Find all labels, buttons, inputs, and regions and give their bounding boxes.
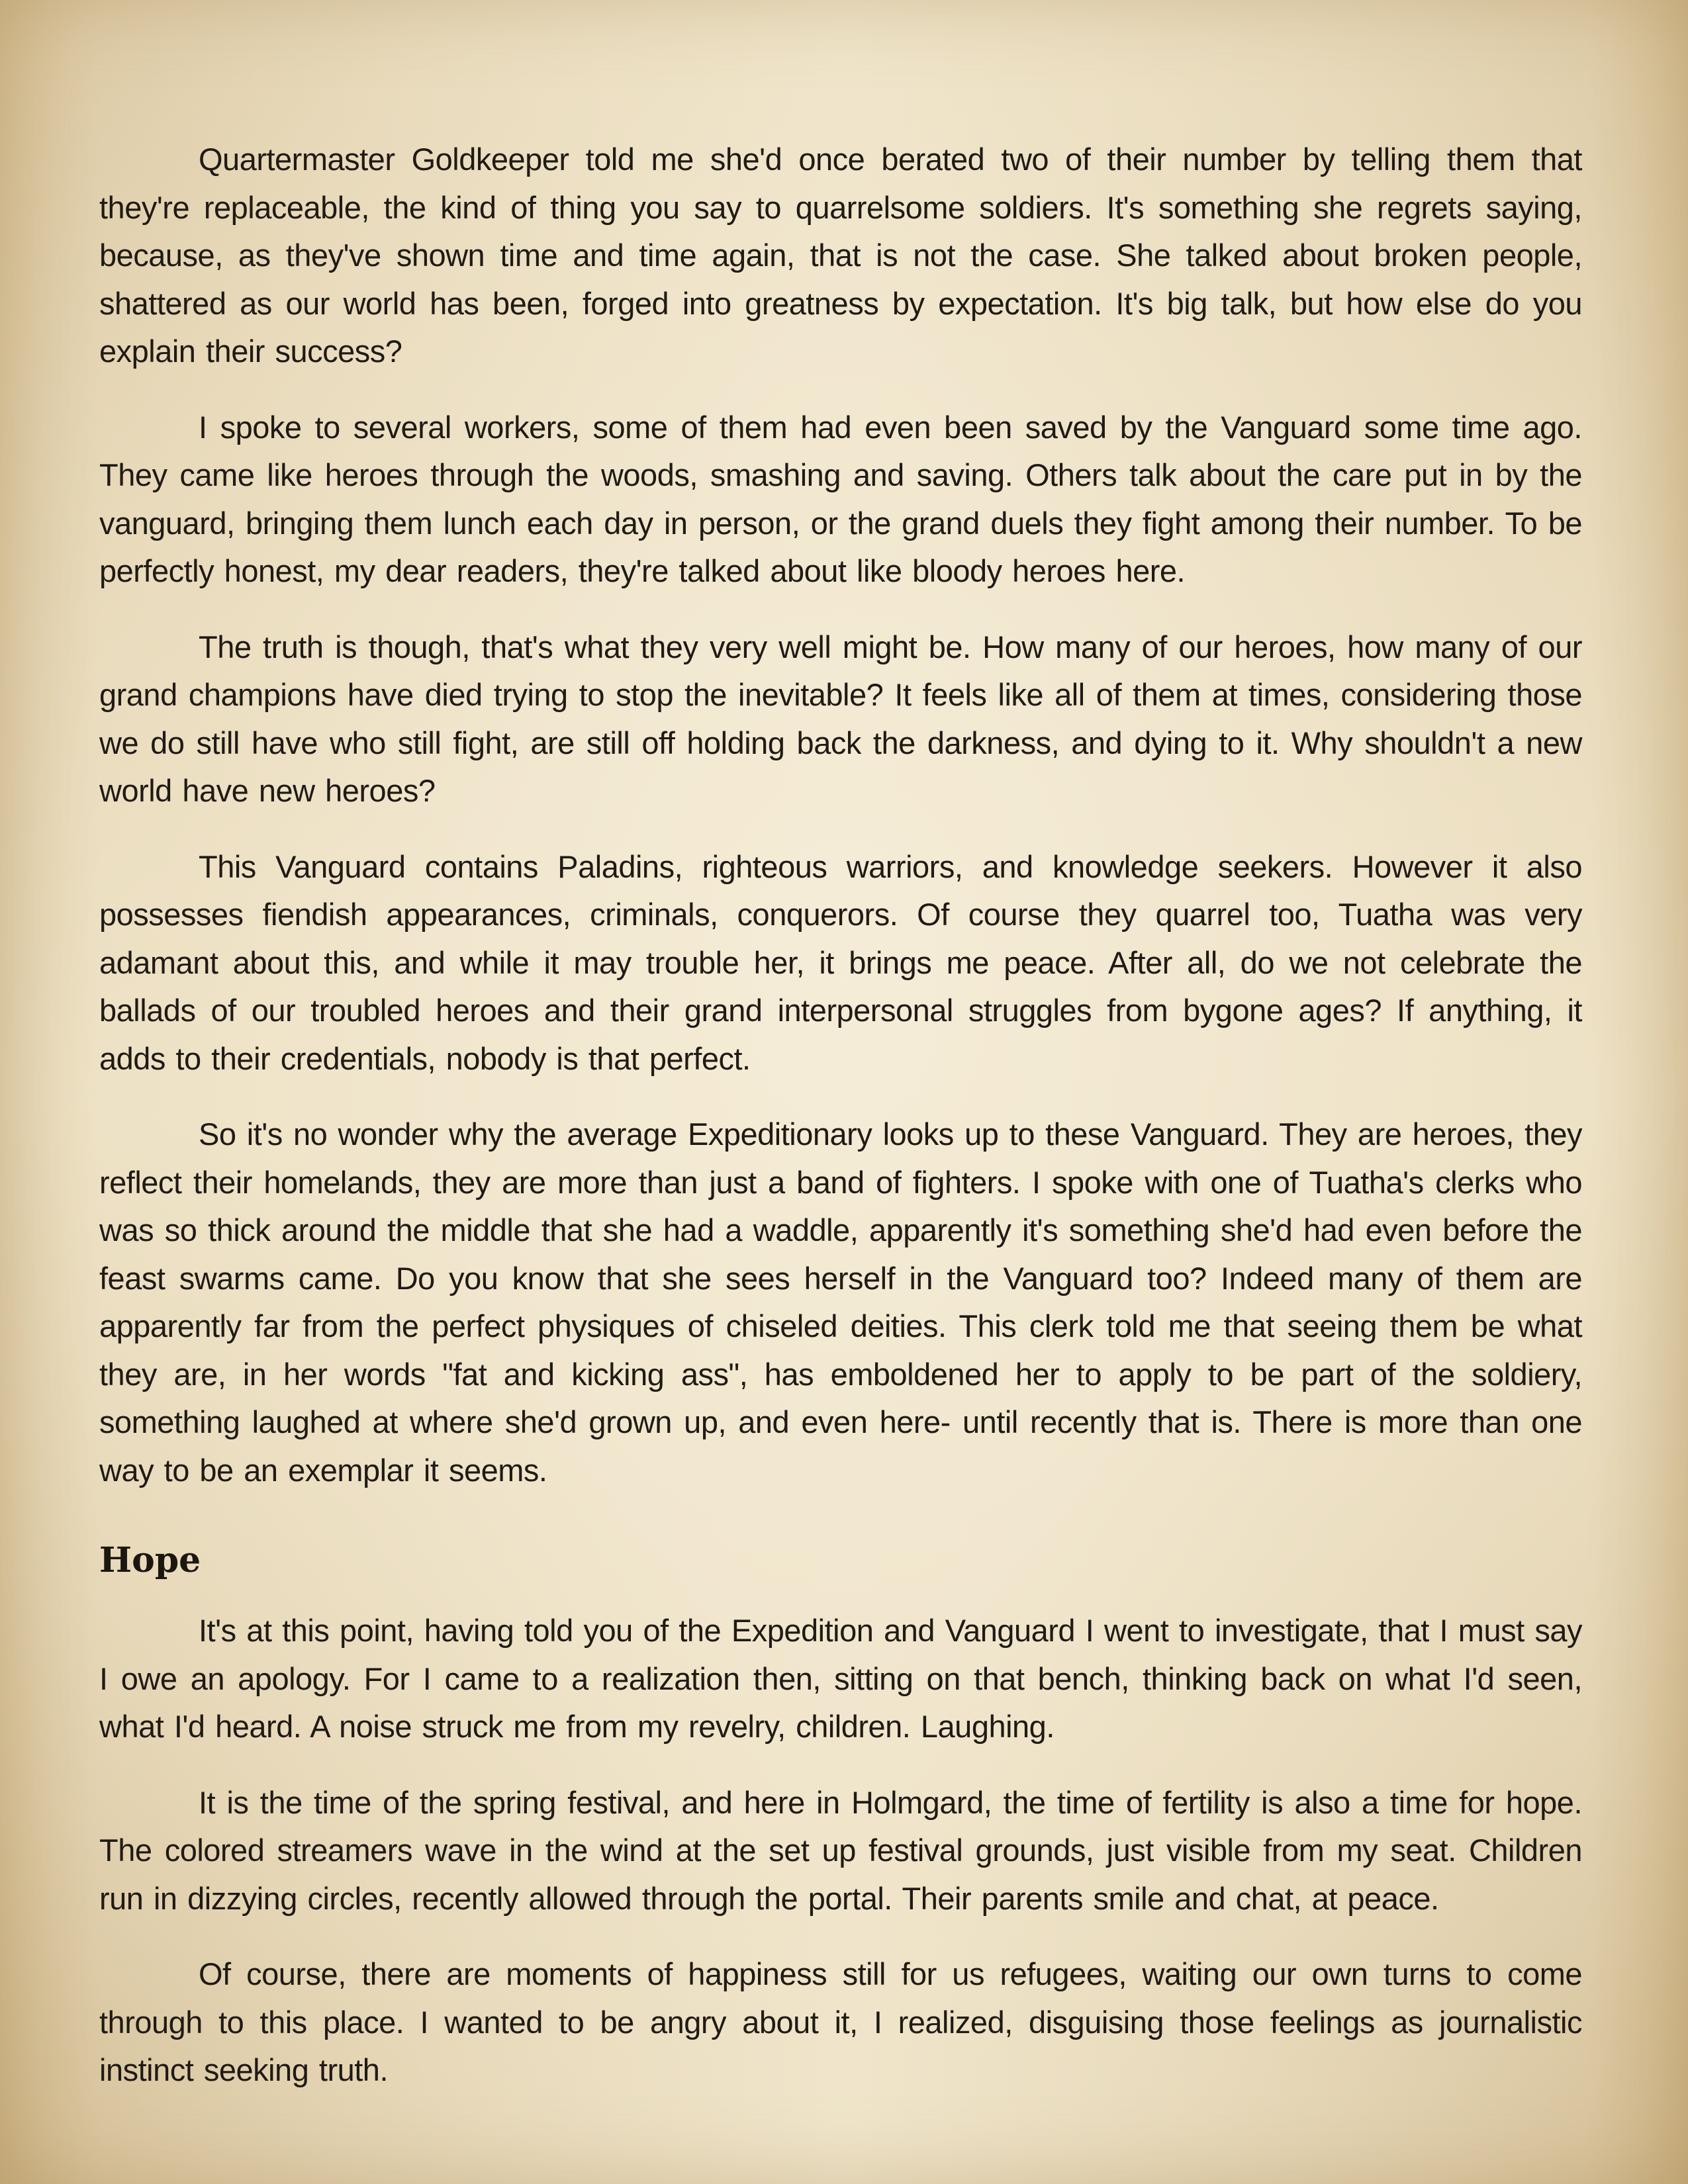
article-body	[99, 136, 1582, 2122]
paragraph: Of course, there are moments of happiness still for us refugees, waiting our own turns to come through to this place. I wanted to be angry about it, I realized, disguising those feelings as journalistic instinct seeking truth.	[99, 1956, 1582, 2087]
paragraph: The truth is though, that's what they very well might be. How many of our heroes, how many of our grand champions have died trying to stop the inevitable? It feels like all of them at times, considering those we do still have who still fight, are still off holding back the darkness, and dying to it. Why shouldn't a new world have new heroes?	[99, 629, 1582, 808]
paragraph: Quartermaster Goldkeeper told me she'd once berated two of their number by telling them that they're replaceable, the kind of thing you say to quarrelsome soldiers. It's something she regrets saying, because, as they've shown time and time again, that is not the case. She talked about broken people, shattered as our world has been, forged into greatness by expectation. It's big talk, but how else do you explain their success?	[99, 142, 1582, 369]
paragraph: It's at this point, having told you of the Expedition and Vanguard I went to investigate, that I must say I owe an apology. For I came to a realization then, sitting on that bench, thinking back on what I'd seen, what I'd heard. A noise struck me from my revelry, children. Laughing.	[99, 1613, 1582, 1744]
paragraph: So it's no wonder why the average Expeditionary looks up to these Vanguard. They are heroes, they reflect their homelands, they are more than just a band of fighters. I spoke with one of Tuatha's clerks who was so thick around the middle that she had a waddle, apparently it's something she'd had even before the feast swarms came. Do you know that she sees herself in the Vanguard too? Indeed many of them are apparently far from the perfect physiques of chiseled deities. This clerk told me that seeing them be what they are, in her words "fat and kicking ass", has emboldened her to apply to be part of the soldiery, something laughed at where she'd grown up, and even here- until recently that is. There is more than one way to be an exemplar it seems.	[99, 1116, 1582, 1488]
paragraph: I spoke to several workers, some of them had even been saved by the Vanguard some time ago. They came like heroes through the woods, smashing and saving. Others talk about the care put in by the vanguard, bringing them lunch each day in person, or the grand duels they fight among their number. To be perfectly honest, my dear readers, they're talked about like bloody heroes here.	[99, 409, 1582, 588]
paragraph: It is the time of the spring festival, and here in Holmgard, the time of fertility is also a time for hope. The colored streamers wave in the wind at the set up festival grounds, just visible from my seat. Children run in dizzying circles, recently allowed through the portal. Their parents smile and chat, at peace.	[99, 1784, 1582, 1916]
paragraph: This Vanguard contains Paladins, righteous warriors, and knowledge seekers. However it also possesses fiendish appearances, criminals, conquerors. Of course they quarrel too, Tuatha was very adamant about this, and while it may trouble her, it brings me peace. After all, do we not celebrate the ballads of our troubled heroes and their grand interpersonal struggles from bygone ages? If anything, it adds to their credentials, nobody is that perfect.	[99, 848, 1582, 1076]
section-heading: Hope	[99, 1540, 201, 1580]
